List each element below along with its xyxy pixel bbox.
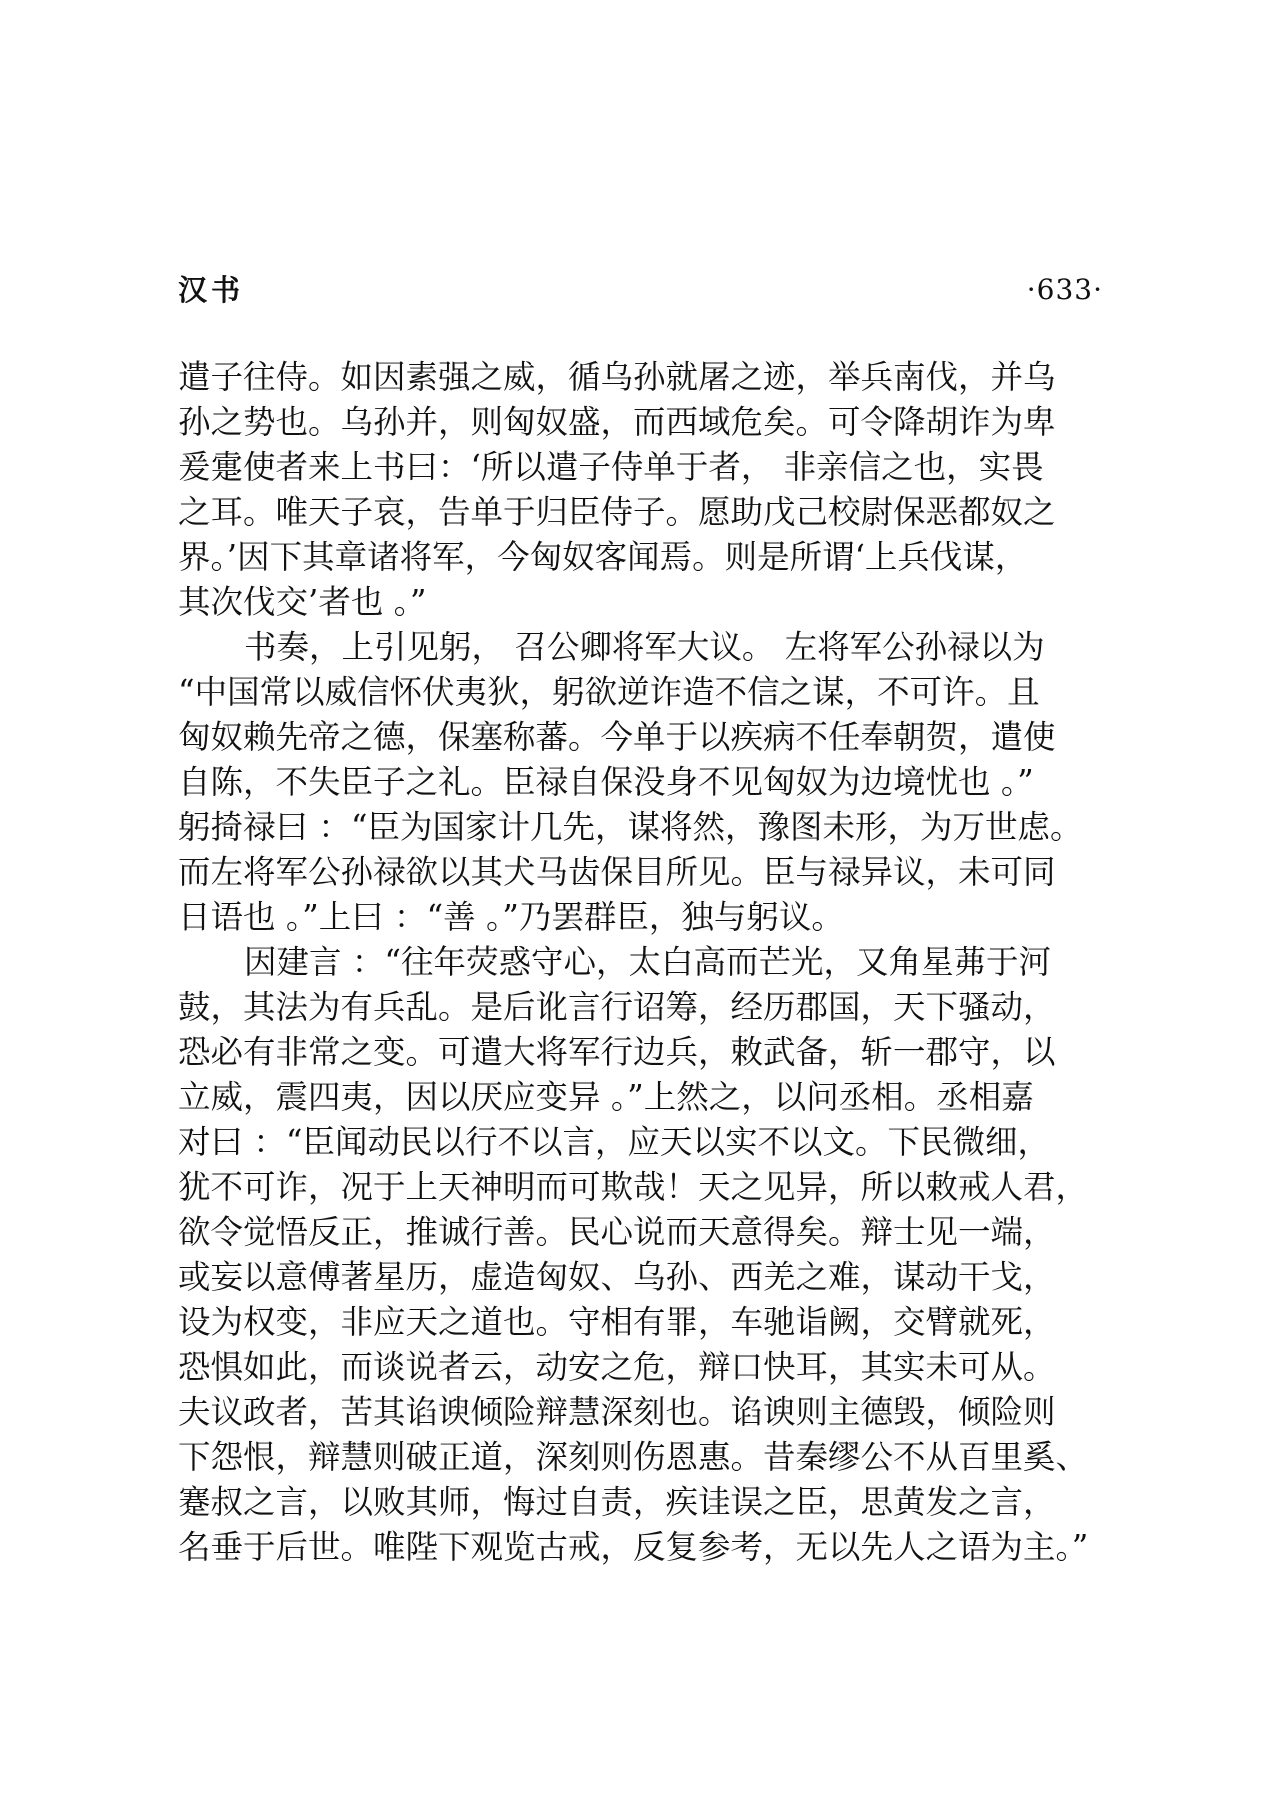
body-text (178, 355, 1108, 1570)
text-line: 鼓，其法为有兵乱。是后讹言行诏筹，经历郡国，天下骚动， (178, 988, 1056, 1026)
page-number: ·633· (1026, 273, 1103, 306)
text-line: 其次伐交’者也 。” (178, 583, 427, 621)
book-title: 汉书 (178, 273, 245, 307)
text-line: 自陈，不失臣子之礼。臣禄自保没身不见匈奴为边境忧也 。” (178, 763, 1034, 801)
text-line: 界。’因下其章诸将军，今匈奴客闻焉。则是所谓‘上兵伐谋， (178, 538, 1028, 576)
text-line: “中国常以威信怀伏夷狄，躬欲逆诈造不信之谋，不可许。且 (178, 673, 1040, 711)
text-line: 名垂于后世。唯陛下观览古戒，反复参考，无以先人之语为主。” (178, 1528, 1089, 1566)
text-line: 夫议政者，苦其谄谀倾险辩慧深刻也。谄谀则主德毁，倾险则 (178, 1393, 1056, 1431)
text-line: 设为权变，非应天之道也。守相有罪，车驰诣阙，交臂就死， (178, 1303, 1056, 1341)
text-line: 对曰 ：“臣闻动民以行不以言，应天以实不以文。下民微细， (178, 1123, 1050, 1161)
text-line: 孙之势也。乌孙并，则匈奴盛，而西域危矣。可令降胡诈为卑 (178, 403, 1056, 441)
text-line: 下怨恨，辩慧则破正道，深刻则伤恩惠。昔秦缪公不从百里奚、 (178, 1438, 1089, 1476)
text-line: 之耳。唯天子哀，告单于归臣侍子。愿助戊己校尉保恶都奴之 (178, 493, 1056, 531)
text-line: 遣子往侍。如因素强之威，循乌孙就屠之迹，举兵南伐，并乌 (178, 358, 1056, 396)
text-line: 而左将军公孙禄欲以其犬马齿保目所见。臣与禄异议，未可同 (178, 853, 1056, 891)
text-line: 欲令觉悟反正，推诚行善。民心说而天意得矣。辩士见一端， (178, 1213, 1056, 1251)
text-line: 恐惧如此，而谈说者云，动安之危，辩口快耳，其实未可从。 (178, 1348, 1056, 1386)
text-line: 或妄以意傅著星历，虚造匈奴、乌孙、西羌之难，谋动干戈， (178, 1258, 1056, 1296)
text-line: 犹不可诈，况于上天神明而可欺哉！天之见异，所以敕戒人君， (178, 1168, 1089, 1206)
text-line: 匈奴赖先帝之德，保塞称蕃。今单于以疾病不任奉朝贺，遣使 (178, 718, 1056, 756)
text-line: 蹇叔之言，以败其师，悔过自责，疾诖误之臣，思黄发之言， (178, 1483, 1056, 1521)
text-line: 日语也 。”上曰 ：“善 。”乃罢群臣，独与躬议。 (178, 898, 844, 936)
text-line: 书奏，上引见躬， 召公卿将军大议。 左将军公孙禄以为 (244, 628, 1045, 666)
text-line: 立威，震四夷，因以厌应变异 。”上然之，以问丞相。丞相嘉 (178, 1078, 1034, 1116)
text-line: 躬掎禄曰 ：“臣为国家计几先，谋将然，豫图未形，为万世虑。 (178, 808, 1083, 846)
text-line: 恐必有非常之变。可遣大将军行边兵，敕武备，斩一郡守，以 (178, 1033, 1056, 1071)
page-header (178, 270, 1103, 320)
text-line: 爰疐使者来上书曰：‘所以遣子侍单于者， 非亲信之也，实畏 (178, 448, 1044, 486)
text-line: 因建言 ：“往年荧惑守心，太白高而芒光，又角星茀于河 (244, 943, 1051, 981)
